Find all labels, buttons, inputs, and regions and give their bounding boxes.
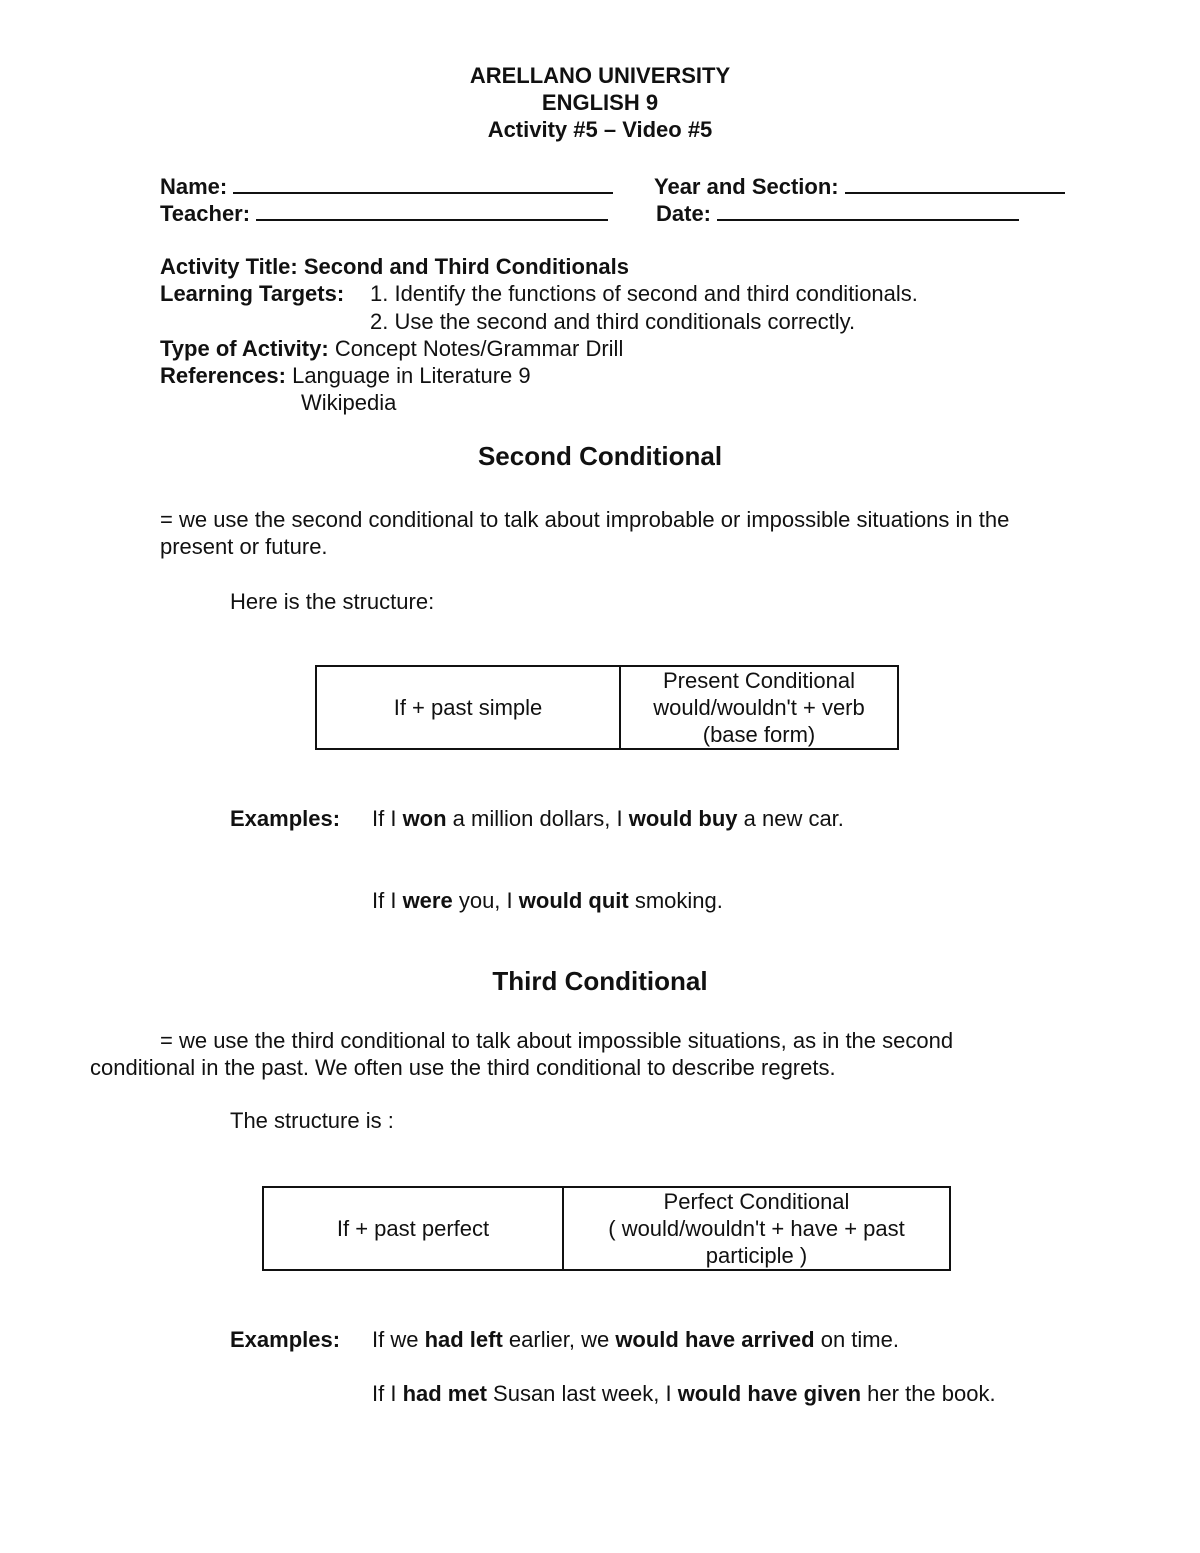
references-row [160,362,531,389]
third-structure-table [262,1186,951,1271]
year-section-label: Year and Section: [654,174,839,199]
example-text: If we [372,1327,425,1352]
example-highlight: won [402,806,447,831]
second-example-2 [372,887,723,914]
date-field[interactable] [656,199,1019,227]
second-examples-label: Examples: [230,806,341,831]
subject-title: ENGLISH 9 [541,90,659,115]
example-text: If I [372,1381,403,1406]
name-field[interactable] [160,172,613,200]
second-table-left-cell: If + past simple [316,666,620,749]
teacher-field[interactable] [160,199,608,227]
reference-2: Wikipedia [301,390,397,415]
name-label: Name: [160,174,228,199]
example-highlight: would have arrived [615,1327,815,1352]
table-row [316,666,898,749]
teacher-label: Teacher: [160,201,251,226]
second-structure-table [315,665,899,750]
date-label: Date: [656,201,712,226]
example-text: earlier, we [502,1327,616,1352]
second-definition-line1: = we use the second conditional to talk about improbable or impossible situations in the [160,507,1010,532]
third-table-right-line3: participle ) [705,1243,808,1268]
third-definition-line1: = we use the third conditional to talk about impossible situations, as in the second [160,1028,954,1053]
year-section-field[interactable] [654,172,1065,200]
activity-title-value: Second and Third Conditionals [303,254,629,279]
example-text: you, I [452,888,519,913]
example-text: a new car. [737,806,844,831]
second-table-right-line1: Present Conditional [662,668,855,693]
activity-title: Activity #5 – Video #5 [487,117,713,142]
third-definition-line2: conditional in the past. We often use the third conditional to describe regrets. [90,1055,836,1080]
activity-title-row [160,253,629,280]
example-text: a million dollars, I [446,806,629,831]
example-highlight: would quit [518,888,629,913]
example-highlight: had left [424,1327,503,1352]
third-table-right-cell [563,1187,950,1270]
example-highlight: would buy [628,806,738,831]
example-highlight: would have given [677,1381,862,1406]
second-table-right-line2: would/wouldn't + verb [653,695,865,720]
activity-title-label: Activity Title: [160,254,298,279]
year-section-blank[interactable] [845,172,1065,194]
second-definition-line2: present or future. [160,534,328,559]
third-example-1 [372,1326,899,1353]
table-row [263,1187,950,1270]
third-structure-intro: The structure is : [230,1108,394,1133]
example-text: If I [372,806,403,831]
reference-1: Language in Literature 9 [292,363,531,388]
example-highlight: had met [402,1381,487,1406]
example-text: If I [372,888,403,913]
date-blank[interactable] [717,199,1019,221]
learning-targets-label: Learning Targets: [160,281,345,306]
third-table-right-line2: ( would/wouldn't + have + past [608,1216,905,1241]
learning-target-2: 2. Use the second and third conditionals correctly. [370,309,856,334]
example-text: on time. [814,1327,899,1352]
type-of-activity-row [160,335,623,362]
third-conditional-heading: Third Conditional [492,966,708,996]
type-of-activity-label: Type of Activity: [160,336,329,361]
third-examples-label: Examples: [230,1327,341,1352]
name-blank[interactable] [233,172,613,194]
third-table-right-line1: Perfect Conditional [663,1189,850,1214]
teacher-blank[interactable] [256,199,608,221]
example-text: Susan last week, I [486,1381,678,1406]
second-table-right-cell [620,666,898,749]
third-table-left-cell: If + past perfect [263,1187,563,1270]
university-title: ARELLANO UNIVERSITY [469,63,731,88]
type-of-activity-value: Concept Notes/Grammar Drill [334,336,624,361]
second-structure-intro: Here is the structure: [230,589,435,614]
second-table-right-line3: (base form) [702,722,816,747]
example-text: her the book. [861,1381,996,1406]
references-label: References: [160,363,286,388]
example-text: smoking. [628,888,723,913]
second-example-1 [372,805,844,832]
second-conditional-heading: Second Conditional [477,441,723,471]
example-highlight: were [402,888,453,913]
learning-target-1: 1. Identify the functions of second and third conditionals. [370,281,918,306]
third-example-2 [372,1380,996,1407]
